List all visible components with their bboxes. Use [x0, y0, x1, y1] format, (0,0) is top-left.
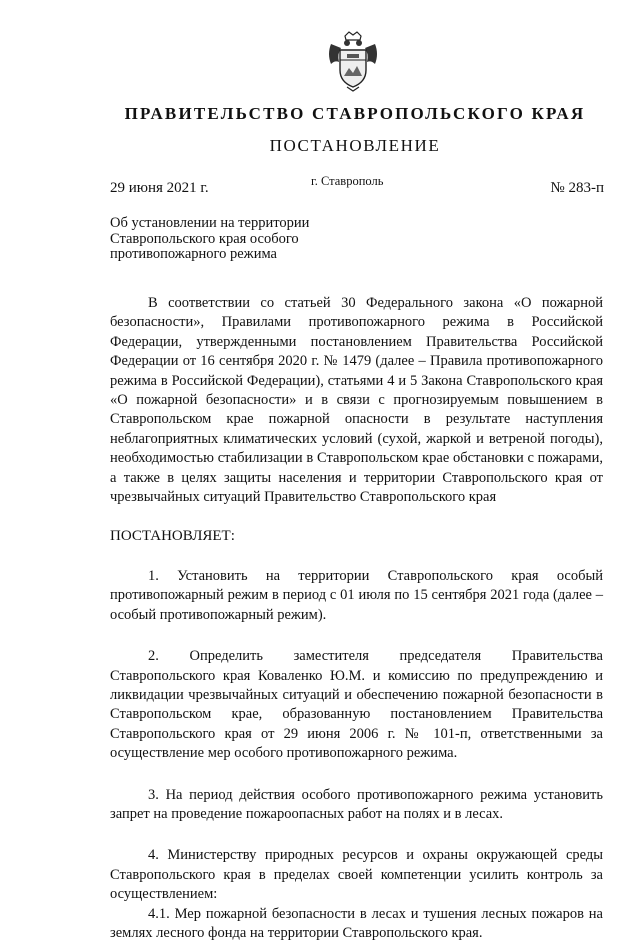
coat-of-arms-icon	[325, 30, 381, 92]
item-paragraph-4: 4. Министерству природных ресурсов и охраны окружающей среды Ставропольского края в пределах своей компетенции усилить контроль за осуществлением:	[110, 847, 603, 903]
document-subject: Об установлении на территории Ставропольского края особого противопожарного режима	[110, 215, 310, 262]
document-date: 29 июня 2021 г.	[110, 180, 209, 196]
document-number: № 283-п	[550, 180, 604, 196]
item-paragraph-2: 2. Определить заместителя председателя Правительства Ставропольского края Коваленко Ю.М. и комиссию по предупреждению и ликвидации чрезвычайных ситуаций и обеспечению пожарной безопасности в Ставропольском крае, образованную постановлением Правительства Ставропольского края от 29 июня 2006 г. № 101-п, ответственными за осуществление мер особого противопожарного режима.	[110, 648, 603, 762]
item-paragraph-4-1: 4.1. Мер пожарной безопасности в лесах и тушения лесных пожаров на землях лесного фонда на территории Ставропольского края.	[110, 905, 603, 941]
decree-word: ПОСТАНОВЛЯЕТ:	[110, 528, 235, 545]
document-type: ПОСТАНОВЛЕНИЕ	[269, 136, 441, 155]
item-paragraph-1: 1. Установить на территории Ставропольского края особый противопожарный режим в период с 01 июля по 15 сентября 2021 года (далее – особый противопожарный режим).	[110, 567, 603, 623]
preamble-paragraph: В соответствии со статьей 30 Федерального закона «О пожарной безопасности», Правилами противопожарного режима в Российской Федерации, утвержденными постановлением Правительства Российской Федерации от 16 сентября 2020 г. № 1479 (далее – Правила противопожарного режима в Российской Федерации), статьями 4 и 5 Закона Ставропольского края «О пожарной безопасности» и в связи с прогнозируемым повышением в Ставропольском крае пожарной опасности в результате наступления неблагоприятных климатических условий (сухой, жаркой и ветреной погоды), необходимостью стабилизации в Ставропольском крае обстановки с пожарами, а также в целях защиты населения и территории Ставропольского края от чрезвычайных ситуаций Правительство Ставропольского края	[110, 295, 603, 506]
government-title: ПРАВИТЕЛЬСТВО СТАВРОПОЛЬСКОГО КРАЯ	[124, 104, 586, 123]
document-body	[110, 294, 603, 943]
item-paragraph-3: 3. На период действия особого противопожарного режима установить запрет на проведение пожароопасных работ на полях и в лесах.	[110, 786, 603, 822]
document-city: г. Ставрополь	[311, 174, 384, 188]
